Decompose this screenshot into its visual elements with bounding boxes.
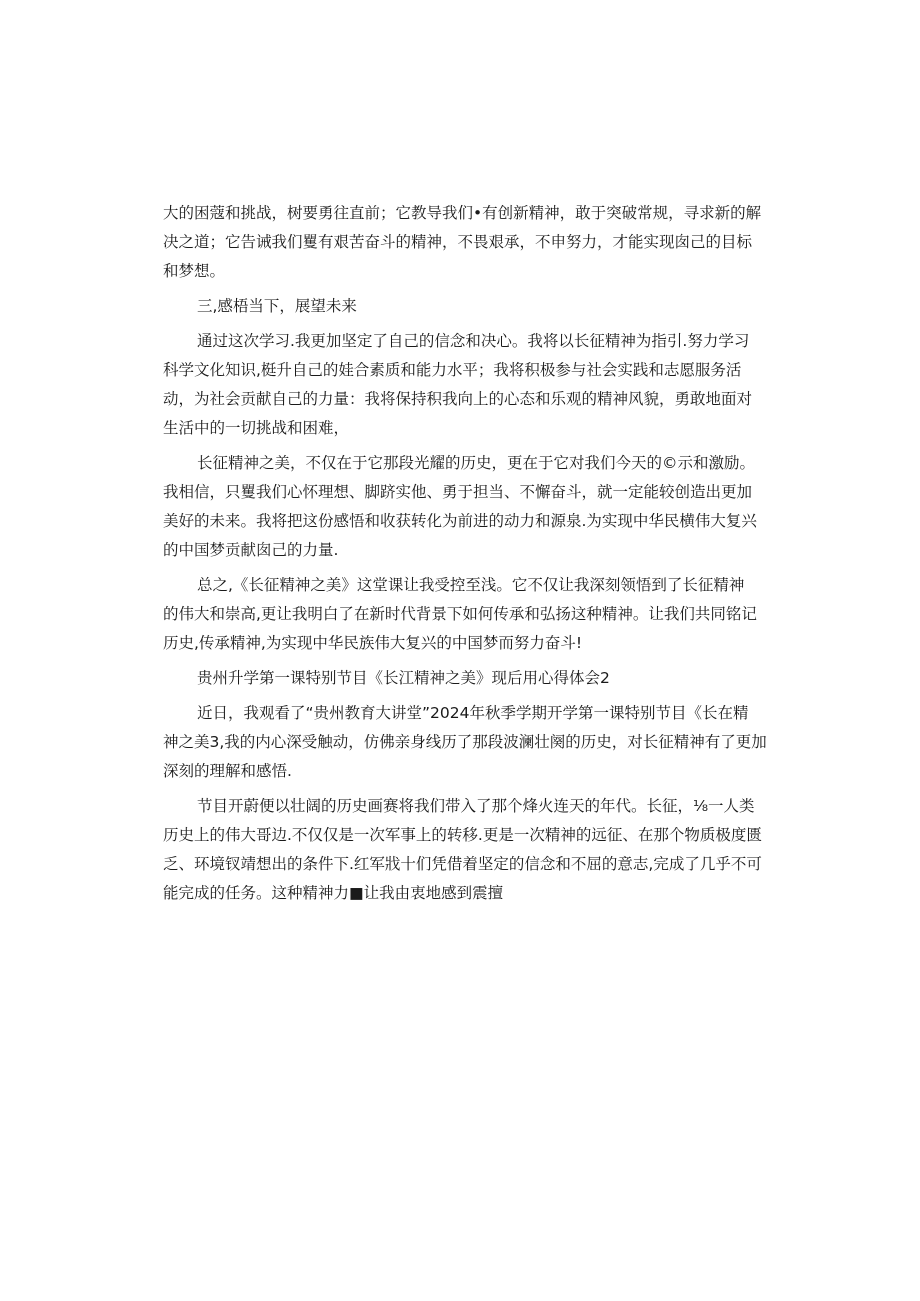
text-line: 的中国梦贡献囱己的力量. <box>163 541 339 559</box>
text-line: 历史,传承精神,为实现中华民族伟大复兴的中国梦而努力奋斗! <box>163 634 583 652</box>
text-line: 节目开蔚便以壮阔的历史画赛将我们带入了那个烽火连天的年代。长征，⅛一人类 <box>197 797 755 815</box>
paragraph <box>163 449 758 565</box>
text-line: 近日，我观看了“贵州教育大讲堂”2024年秋季学期开学第一课特别节目《长在精 <box>197 704 749 722</box>
text-line: 科学文化知识,梃升自己的娃合素质和能力水平；我将积极参与社会实践和志愿服务活 <box>163 361 742 379</box>
text-line: 生活中的一切挑战和困难， <box>163 419 350 437</box>
text-line: 深刻的理解和感悟. <box>163 762 292 780</box>
document-body <box>163 199 767 908</box>
text-line: 大的困蔻和挑战，树要勇往直前；它教导我们•有创新精神，敢于突破常规，寻求新的解 <box>163 204 762 222</box>
text-line: 决之道；它告诫我们矍有艰苦奋斗的精神，不畏艰承，不申努力，才能实现囱己的目标 <box>163 233 753 251</box>
text-line: 动，为社会贡献自己的力量：我将保持积我向上的心态和乐观的精神风貌，勇敢地面对 <box>163 390 753 408</box>
text-line: 通过这次学习.我更加坚定了自己的信念和决心。我将以长征精神为指引.努力学习 <box>197 332 750 350</box>
article-title-text: 贵州升学第一课特别节目《长江精神之美》现后用心得体会2 <box>197 669 610 687</box>
text-line: 乏、环境钗靖想出的条件下.红军戕十们凭借着坚定的信念和不屈的意志,完成了几乎不可 <box>163 855 762 873</box>
section-heading-text: 三,感梧当下，展望未来 <box>197 297 357 315</box>
section-heading <box>163 292 758 321</box>
text-line: 我相信，只矍我们心怀理想、脚跻实他、勇于担当、不懈奋斗，就一定能较创造出更加 <box>163 483 753 501</box>
paragraph <box>163 792 762 908</box>
article-title <box>163 664 758 693</box>
text-line: 能完成的任务。这种精神力■让我由衷地感到震擅 <box>163 884 504 902</box>
paragraph <box>163 699 767 786</box>
text-line: 美好的未来。我将把这份感悟和收获转化为前进的动力和源泉.为实现中华民横伟大复兴 <box>163 512 757 530</box>
paragraph-continuation <box>163 199 762 286</box>
text-line: 长征精神之美，不仅在于它那段光耀的历史，更在于它对我们今天的©示和激励。 <box>197 454 756 472</box>
text-line: 总之,《长征精神之美》这堂课让我受控至浅。它不仅让我深刻领悟到了长征精神 <box>197 576 745 594</box>
text-line: 和梦想。 <box>163 262 226 280</box>
paragraph <box>163 571 758 658</box>
text-line: 的伟大和崇高,更让我明白了在新时代背景下如何传承和弘扬这种精神。让我们共同铭记 <box>163 605 757 623</box>
text-line: 神之美3,我的内心深受触动，仿佛亲身线历了那段波澜壮阕的历史，对长征精神有了更加 <box>163 733 767 751</box>
text-line: 历史上的伟大哥边.不仅仅是一次军事上的转移.更是一次精神的远征、在那个物质极度匮 <box>163 826 762 844</box>
paragraph <box>163 327 758 443</box>
